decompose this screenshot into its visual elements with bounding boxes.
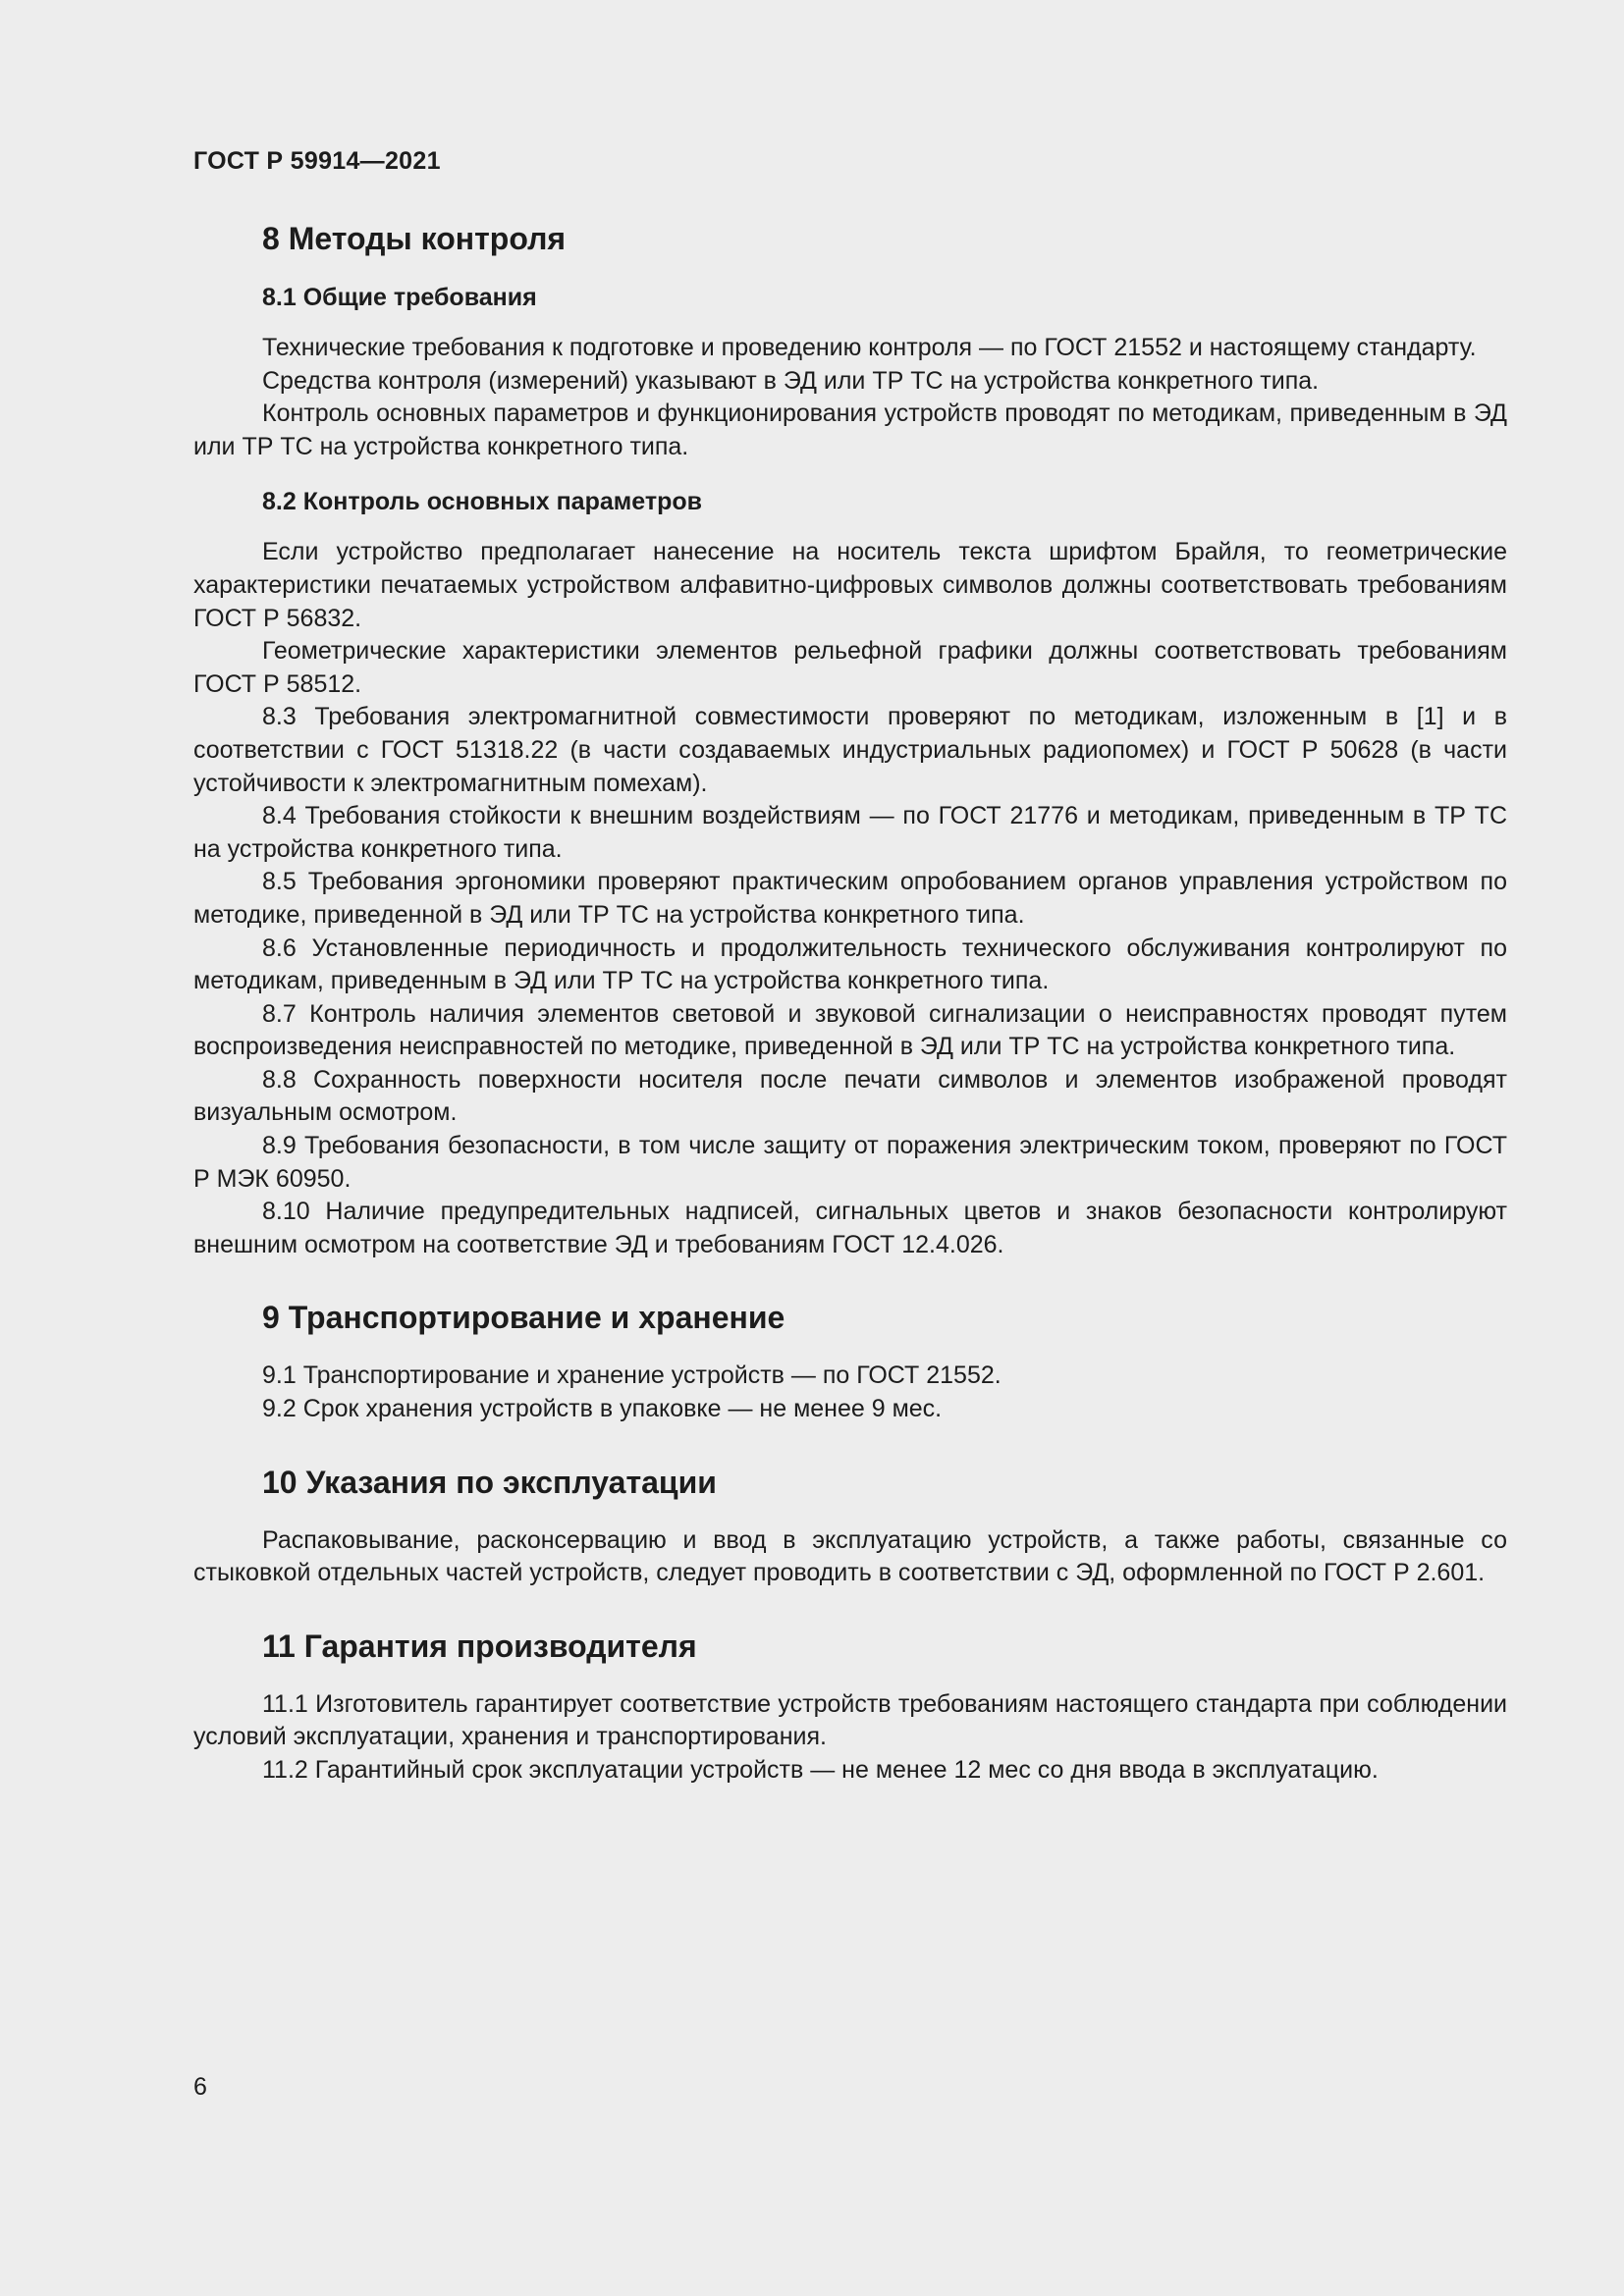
section-8-2-title: 8.2 Контроль основных параметров xyxy=(262,488,702,516)
paragraph: Если устройство предполагает нанесение на носитель текста шрифтом Брайля, то геометрические характеристики печатаемых устройством алфавитно-цифровых символов должны соответствовать требованиям ГОСТ Р 56832. xyxy=(193,538,1507,632)
paragraph: 8.9 Требования безопасности, в том числе защиту от поражения электрическим током, проверяют по ГОСТ Р МЭК 60950. xyxy=(193,1132,1507,1193)
paragraph: 8.5 Требования эргономики проверяют практическим опробованием органов управления устройством по методике, приведенной в ЭД или ТР ТС на устройства конкретного типа. xyxy=(193,868,1507,929)
paragraph: 8.3 Требования электромагнитной совместимости проверяют по методикам, изложенным в [1] и в соответствии с ГОСТ 51318.22 (в части создаваемых индустриальных радиопомех) и ГОСТ Р 50628 (в части устойчивости к электромагнитным помехам). xyxy=(193,703,1507,797)
section-8-1-title: 8.1 Общие требования xyxy=(262,284,537,311)
paragraph: 8.6 Установленные периодичность и продолжительность технического обслуживания контролируют по методикам, приведенным в ЭД или ТР ТС на устройства конкретного типа. xyxy=(193,934,1507,995)
section-10-title: 10 Указания по эксплуатации xyxy=(262,1464,717,1500)
paragraph: 9.2 Срок хранения устройств в упаковке — не менее 9 мес. xyxy=(262,1395,943,1423)
paragraph: Средства контроля (измерений) указывают в ЭД или ТР ТС на устройства конкретного типа. xyxy=(262,366,1320,395)
section-8-title: 8 Методы контроля xyxy=(262,221,567,256)
section-9-title: 9 Транспортирование и хранение xyxy=(262,1300,785,1336)
section-11-title: 11 Гарантия производителя xyxy=(262,1628,697,1664)
paragraph: 8.10 Наличие предупредительных надписей, сигнальных цветов и знаков безопасности контролируют внешним осмотром на соответствие ЭД и требованиям ГОСТ 12.4.026. xyxy=(193,1198,1507,1258)
paragraph: Технические требования к подготовке и проведению контроля — по ГОСТ 21552 и настоящему стандарту. xyxy=(262,334,1477,361)
page-number: 6 xyxy=(193,2073,207,2101)
paragraph: Геометрические характеристики элементов рельефной графики должны соответствовать требованиям ГОСТ Р 58512. xyxy=(193,637,1507,698)
document-body xyxy=(193,218,1507,1788)
document-code-header: ГОСТ Р 59914—2021 xyxy=(193,147,441,175)
paragraph: 8.4 Требования стойкости к внешним воздействиям — по ГОСТ 21776 и методикам, приведенным в ТР ТС на устройства конкретного типа. xyxy=(193,802,1507,863)
paragraph: Распаковывание, расконсервацию и ввод в эксплуатацию устройств, а также работы, связанные со стыковкой отдельных частей устройств, следует проводить в соответствии с ЭД, оформленной по ГОСТ Р 2.601. xyxy=(193,1525,1507,1587)
paragraph: 8.8 Сохранность поверхности носителя после печати символов и элементов изображеной проводят визуальным осмотром. xyxy=(193,1065,1507,1127)
paragraph: 9.1 Транспортирование и хранение устройств — по ГОСТ 21552. xyxy=(262,1362,1001,1390)
paragraph: 11.1 Изготовитель гарантирует соответствие устройств требованиям настоящего стандарта при соблюдении условий эксплуатации, хранения и транспортирования. xyxy=(193,1689,1507,1751)
paragraph: 11.2 Гарантийный срок эксплуатации устройств — не менее 12 мес со дня ввода в эксплуатацию. xyxy=(262,1756,1379,1784)
paragraph: 8.7 Контроль наличия элементов световой и звуковой сигнализации о неисправностях проводят путем воспроизведения неисправностей по методике, приведенной в ЭД или ТР ТС на устройства конкретного типа. xyxy=(193,999,1507,1061)
paragraph: Контроль основных параметров и функционирования устройств проводят по методикам, приведенным в ЭД или ТР ТС на устройства конкретного типа. xyxy=(193,400,1507,460)
